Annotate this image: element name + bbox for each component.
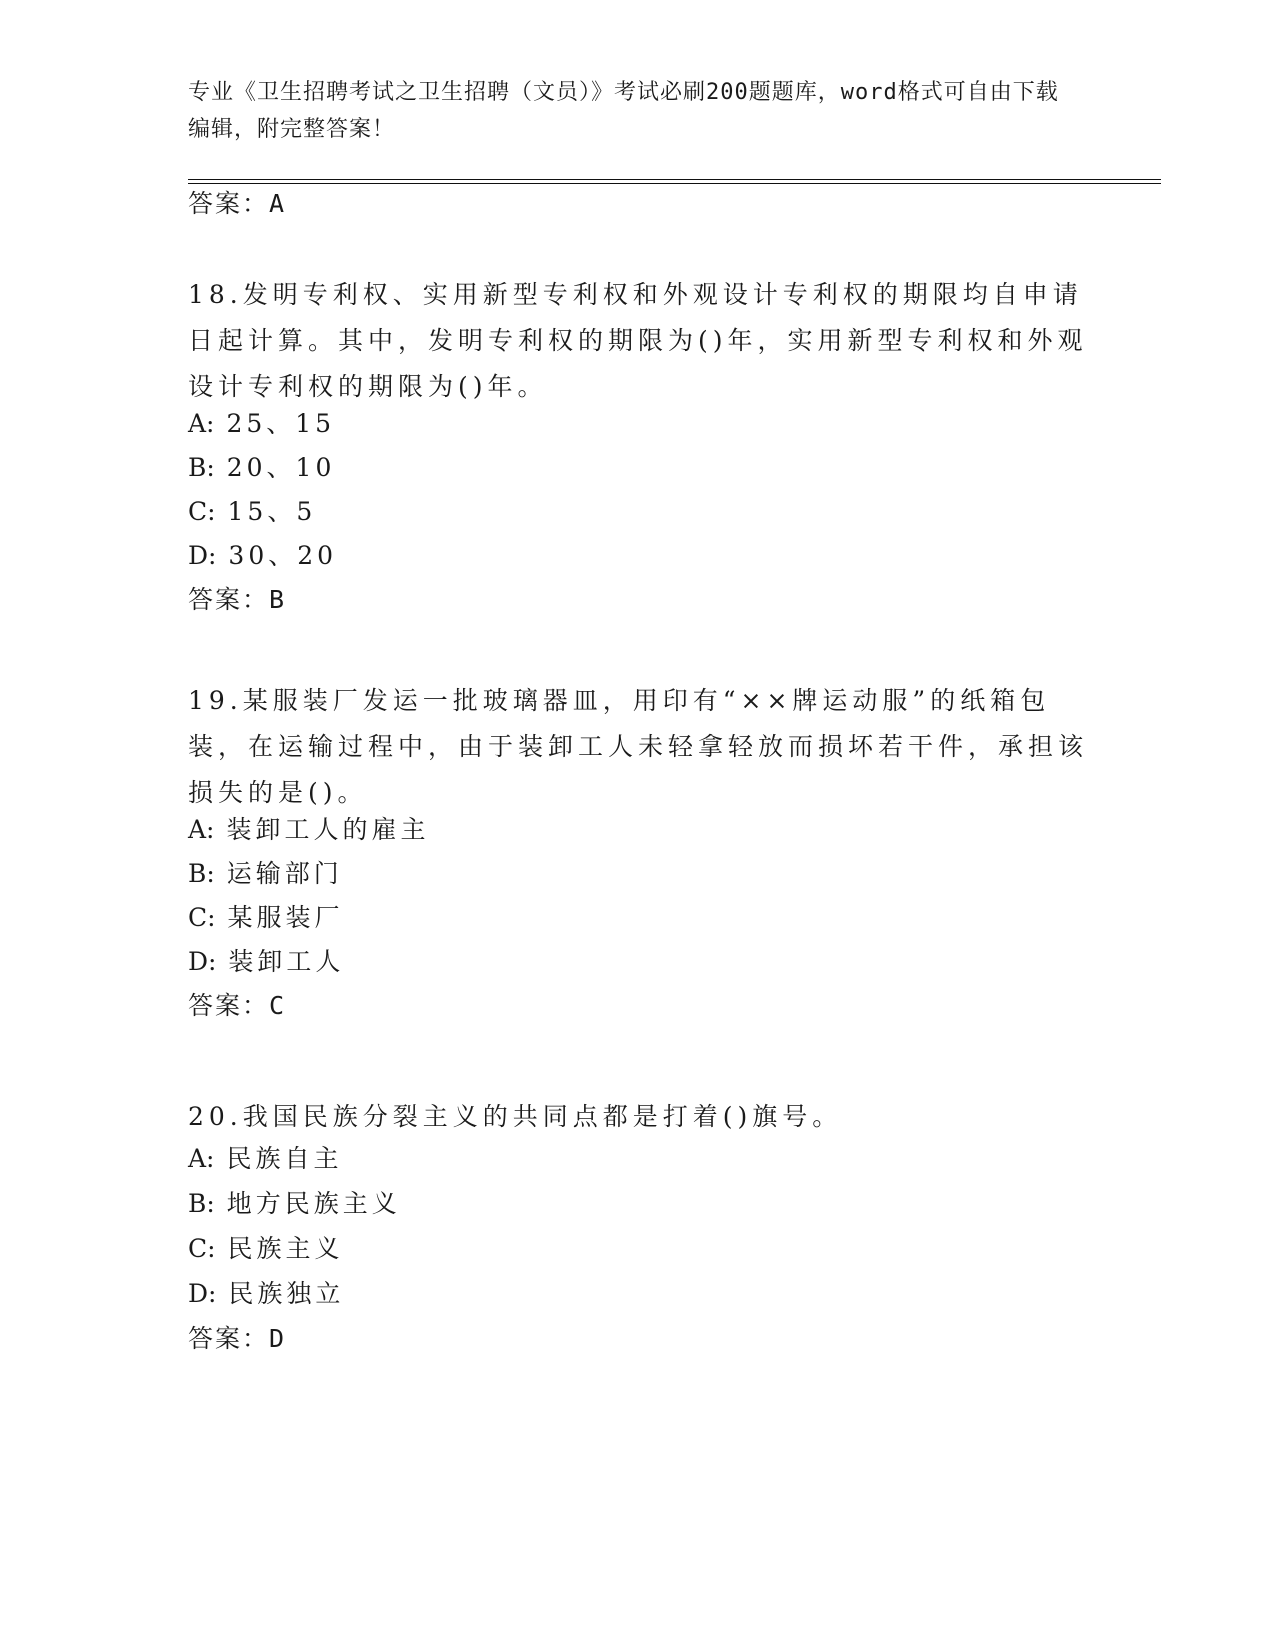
option-text: 某服装厂 — [227, 903, 344, 932]
option-text: 民族主义 — [227, 1234, 344, 1263]
question-19-option-d — [188, 944, 344, 980]
question-20-option-c — [188, 1231, 344, 1267]
option-text: 装卸工人 — [228, 947, 345, 976]
document-header: 专业《卫生招聘考试之卫生招聘（文员）》考试必刷200题题库，word格式可自由下载编辑，附完整答案！ — [188, 80, 1059, 142]
answer-18 — [188, 582, 284, 618]
option-text: 装卸工人的雇主 — [226, 815, 430, 844]
option-key: C: — [188, 903, 216, 932]
question-20-option-a — [188, 1141, 342, 1177]
option-text: 15、5 — [227, 497, 317, 526]
option-text: 运输部门 — [226, 859, 343, 888]
option-key: A: — [188, 1144, 215, 1173]
option-text: 民族自主 — [226, 1144, 343, 1173]
option-key: B: — [188, 453, 215, 482]
question-18-option-c — [188, 494, 316, 530]
header-rule-top — [188, 179, 1161, 180]
option-text: 25、15 — [226, 409, 336, 438]
option-key: D: — [188, 947, 217, 976]
question-19-stem: 19.某服装厂发运一批玻璃器皿，用印有“××牌运动服”的纸箱包装，在运输过程中，由于装卸工人未轻拿轻放而损坏若干件，承担该损失的是()。 — [188, 686, 1089, 807]
answer-value: B — [269, 585, 285, 614]
option-key: C: — [188, 497, 216, 526]
answer-label: 答案： — [188, 1324, 270, 1353]
answer-label: 答案： — [188, 585, 270, 614]
answer-value: A — [269, 189, 285, 218]
answer-20 — [188, 1321, 284, 1357]
question-18-option-d — [188, 538, 337, 574]
option-key: B: — [188, 859, 215, 888]
question-20-option-b — [188, 1186, 401, 1222]
answer-value: D — [269, 1324, 285, 1353]
option-text: 地方民族主义 — [226, 1189, 401, 1218]
option-key: A: — [188, 409, 215, 438]
answer-label: 答案： — [188, 189, 270, 218]
option-key: B: — [188, 1189, 215, 1218]
question-18-option-a — [188, 406, 335, 442]
question-19-option-c — [188, 900, 344, 936]
question-19-option-b — [188, 856, 343, 892]
option-key: D: — [188, 541, 217, 570]
option-text: 20、10 — [226, 453, 336, 482]
option-key: A: — [188, 815, 215, 844]
answer-prev — [188, 186, 284, 222]
option-key: C: — [188, 1234, 216, 1263]
answer-19 — [188, 988, 284, 1024]
option-text: 30、20 — [228, 541, 338, 570]
option-key: D: — [188, 1279, 217, 1308]
question-20-stem: 20.我国民族分裂主义的共同点都是打着()旗号。 — [188, 1102, 843, 1131]
question-19-option-a — [188, 812, 429, 848]
answer-label: 答案： — [188, 991, 270, 1020]
question-20-option-d — [188, 1276, 344, 1312]
answer-value: C — [269, 991, 285, 1020]
option-text: 民族独立 — [228, 1279, 345, 1308]
question-18-option-b — [188, 450, 335, 486]
question-18-stem: 18.发明专利权、实用新型专利权和外观设计专利权的期限均自申请日起计算。其中，发明专利权的期限为()年，实用新型专利权和外观设计专利权的期限为()年。 — [188, 280, 1088, 401]
header-rule-bottom — [188, 183, 1161, 184]
